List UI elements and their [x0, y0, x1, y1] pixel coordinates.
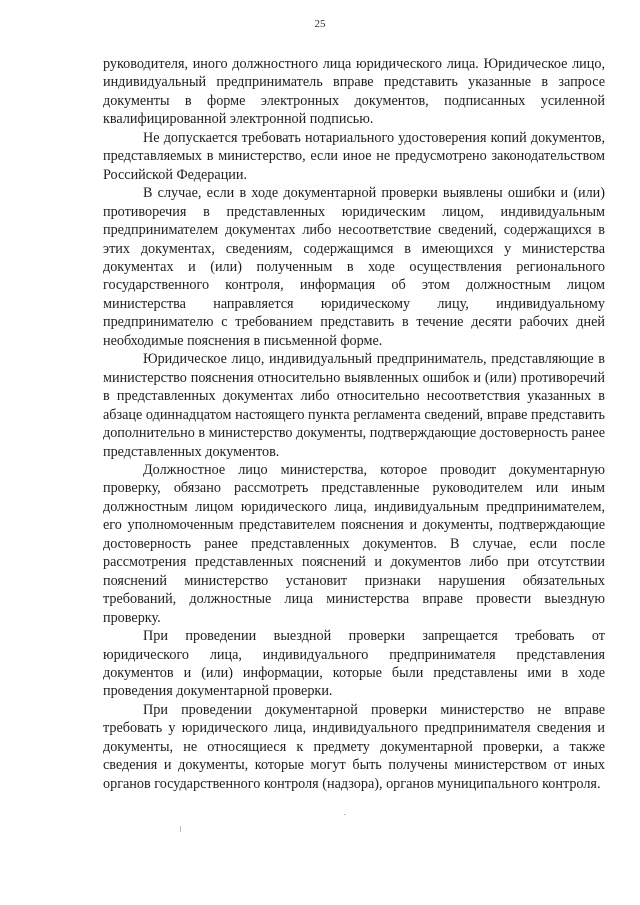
- paragraph-4: Юридическое лицо, индивидуальный предприниматель, представляющие в министерство пояснения относительно выявленных ошибок и (или) противоречий в представленных документах либо относительно несоответствия указанных в абзаце одиннадцатом настоящего пункта регламента сведений, вправе представить дополнительно в министерство документы, подтверждающие достоверность ранее представленных документов.: [103, 351, 605, 460]
- paragraph-7: При проведении документарной проверки министерство не вправе требовать у юридического лица, индивидуального предпринимателя сведения и документы, не относящиеся к предмету документарной проверки, а также сведения и документы, которые могут быть получены министерством от иных органов государственного контроля (надзора), органов муниципального контроля.: [103, 701, 605, 792]
- paragraph-3: В случае, если в ходе документарной проверки выявлены ошибки и (или) противоречия в представленных юридическим лицом, индивидуальным предпринимателем документах либо несоответствие сведений, содержащихся в этих документах, сведениям, содержащимся в имеющихся у министерства документах и (или) полученным в ходе осуществления регионального государственного контроля, информация об этом должностным лицом министерства направляется юридическому лицу, индивидуальному предпринимателю с требованием представить в течение десяти рабочих дней необходимые пояснения в письменной форме.: [103, 185, 605, 349]
- page-number: 25: [314, 18, 326, 30]
- paragraph-1: руководителя, иного должностного лица юридического лица. Юридическое лицо, индивидуальный предприниматель вправе представить указанные в запросе документы в форме электронных документов, подписанных усиленной квалифицированной электронной подписью.: [103, 56, 605, 128]
- paragraph-2: Не допускается требовать нотариального удостоверения копий документов, представляемых в министерство, если иное не предусмотрено законодательством Российской Федерации.: [103, 129, 605, 183]
- paragraph-6: При проведении выездной проверки запрещается требовать от юридического лица, индивидуального предпринимателя представления документов и (или) информации, которые были представлены ими в ходе проведения документарной проверки.: [103, 628, 605, 700]
- scan-speck: [180, 826, 181, 832]
- document-body: [103, 55, 605, 793]
- scan-speck: [344, 814, 346, 815]
- paragraph-5: Должностное лицо министерства, которое проводит документарную проверку, обязано рассмотреть представленные руководителем или иным должностным лицом юридического лица, индивидуальным предпринимателем, его уполномоченным представителем пояснения и документы, подтверждающие достоверность ранее представленных документов. В случае, если после рассмотрения представленных пояснений и документов либо при отсутствии пояснений министерство установит признаки нарушения обязательных требований, должностные лица министерства вправе провести выездную проверку.: [103, 461, 605, 626]
